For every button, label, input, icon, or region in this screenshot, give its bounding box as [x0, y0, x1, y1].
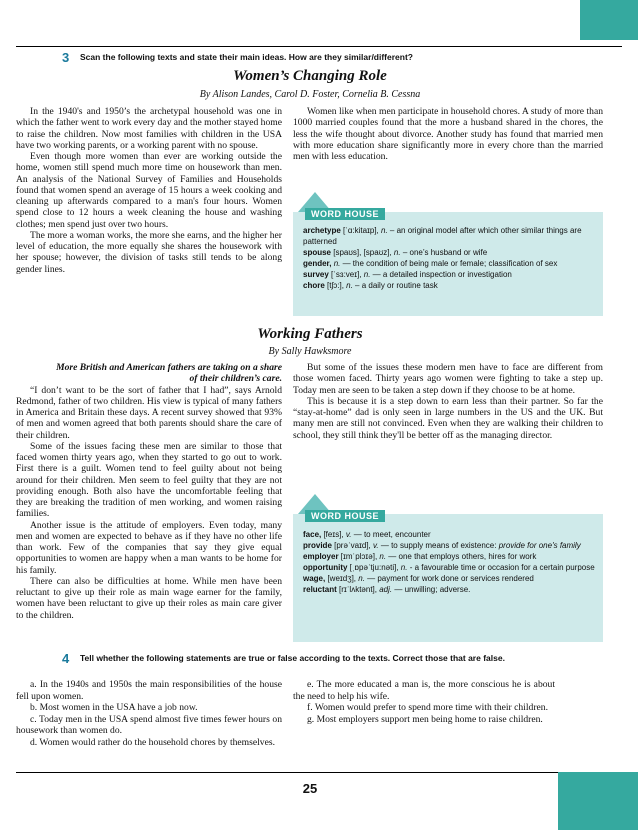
- task-4-number: 4: [62, 651, 70, 666]
- statement: a. In the 1940s and 1950s the main responsibilities of the house fell upon women.: [16, 679, 282, 702]
- article-1-right-column: [293, 106, 603, 162]
- glossary-entry: reluctant [rɪˈlʌktənt], adj. — unwilling; adverse.: [303, 585, 471, 594]
- glossary-entry: gender, n. — the condition of being male or female; classification of sex: [303, 259, 558, 268]
- article-2-byline: By Sally Hawksmore: [268, 346, 352, 357]
- article-2-left-column: [16, 362, 282, 621]
- statement: f. Women would prefer to spend more time with their children.: [307, 702, 548, 713]
- article-1-byline: By Alison Landes, Carol D. Foster, Cornelia B. Cessna: [199, 89, 421, 100]
- word-house-2-label: WORD HOUSE: [305, 510, 385, 522]
- page-number: 25: [302, 781, 318, 796]
- word-house-1-label: WORD HOUSE: [305, 208, 385, 220]
- statement: e. The more educated a man is, the more conscious he is about the need to help his wife.: [293, 679, 555, 702]
- glossary-entry: provide [prəˈvaɪd], v. — to supply means of existence: provide for one's family: [303, 541, 581, 550]
- paragraph: This is because it is a step down to earn less than their partner. So far the “stay-at-home” dad is only seen in large numbers in the US and the UK. But many men are still not convinced. Even when they are walking their children to school, they still think they'll be better off as the managing director.: [293, 395, 603, 441]
- paragraph: Some of the issues facing these men are similar to those that faced women thirty years ago, when they started to go out to work. First there is a guilt. Women tend to feel guilty about not being around for their children. Men seem to feel guilty that they are not providing enough. Both also have the uncomfortable feeling that they are breaking the tradition of men working, and women raising families.: [16, 440, 282, 520]
- task-4: [62, 653, 552, 664]
- article-2-right-column: [293, 362, 603, 441]
- article-2-title: Working Fathers: [257, 326, 363, 342]
- glossary-entry: archetype [ˈɑ:kitaɪp], n. – an original model after which other similar things are patterned: [303, 226, 582, 246]
- word-house-1: [293, 212, 603, 316]
- top-rule: [16, 46, 622, 47]
- task-3-number: 3: [62, 50, 70, 65]
- paragraph: There can also be difficulties at home. While men have been reluctant to give up their role as main wage earner for the family, women have been reluctant to give up their roles as main care giver to the children.: [16, 575, 282, 621]
- glossary-entry: opportunity [ˌɒpəˈtju:nəti], n. - a favourable time or occasion for a certain purpose: [303, 563, 595, 572]
- glossary-entry: spouse [spaʊs], [spaʊz], n. – one’s husband or wife: [303, 248, 488, 257]
- article-1-title: Women’s Changing Role: [233, 68, 387, 84]
- statement: b. Most women in the USA have a job now.: [30, 702, 198, 713]
- glossary-entry: face, [feɪs], v. — to meet, encounter: [303, 530, 431, 539]
- paragraph: But some of the issues these modern men have to face are different from those women faced. Thirty years ago women were fighting to take a step up. Today men are seen to be taken a step down if they choose to be at home.: [293, 362, 603, 396]
- task-4-instruction: Tell whether the following statements are true or false according to the texts. Correct those that are false.: [80, 653, 505, 663]
- paragraph: The more a woman works, the more she earns, and the higher her level of education, the more equally she shares the housework with her spouse; however, the division of tasks still tends to be along gender lines.: [16, 229, 282, 275]
- bottom-rule: [16, 772, 622, 773]
- paragraph: Another issue is the attitude of employers. Even today, many men and women are expected to behave as if they have no other life than work. Few of the companies that say they give equal opportunities to women are happy when a man wants to be home for his family.: [16, 519, 282, 576]
- page-corner-tab: [558, 772, 638, 830]
- paragraph: Women like when men participate in household chores. A study of more than 1000 married couples found that the more a husband shared in the chores, the less the wife thought about divorce. Another study has found that married men with more education share significantly more in every chore than the married men with less education.: [293, 106, 603, 162]
- statement: d. Women would rather do the household chores by themselves.: [30, 736, 275, 748]
- paragraph: Even though more women than ever are working outside the home, women still spend much more time on housework than men. An analysis of the National Survey of Families and Households found that women spend an average of 15 hours a week cooking and cleaning up afterwards compared to a man's four hours. Women spend close to 12 hours a week cleaning the house and washing clothes; men spend just over two hours.: [16, 151, 282, 230]
- statement: c. Today men in the USA spend almost five times fewer hours on housework than women do.: [16, 713, 282, 736]
- paragraph: In the 1940's and 1950’s the archetypal household was one in which the father went to work every day and the mother stayed home to raise the children. Now most families with children in the USA have two working parents, or a working parent with no spouse.: [16, 106, 282, 151]
- statement: g. Most employers support men being home to raise children.: [307, 713, 543, 725]
- task-3-instruction: Scan the following texts and state their main ideas. How are they similar/different?: [80, 52, 413, 62]
- page-corner-tab: [580, 0, 638, 40]
- paragraph: “I don’t want to be the sort of father that I had”, says Arnold Redmond, father of two children. His view is typical of many fathers in America and Britain these days. A recent survey showed that 93% of men and women agreed that both parents should share the care of their children.: [16, 384, 282, 441]
- statements-right: [293, 679, 555, 725]
- statements-left: [16, 679, 282, 748]
- glossary-entry: employer [ɪmˈplɔɪə], n. — one that employs others, hires for work: [303, 552, 537, 561]
- word-house-2: [293, 514, 603, 642]
- glossary-entry: chore [tʃɔ:], n. – a daily or routine task: [303, 281, 438, 290]
- glossary-entry: survey [ˈsɜ:veɪ], n. — a detailed inspection or investigation: [303, 270, 512, 279]
- article-2-lead: More British and American fathers are taking on a share of their children’s care.: [56, 362, 282, 385]
- article-1-left-column: [16, 106, 282, 275]
- task-3: [62, 52, 602, 63]
- glossary-entry: wage, [weɪdʒ], n. — payment for work done or services rendered: [303, 574, 534, 583]
